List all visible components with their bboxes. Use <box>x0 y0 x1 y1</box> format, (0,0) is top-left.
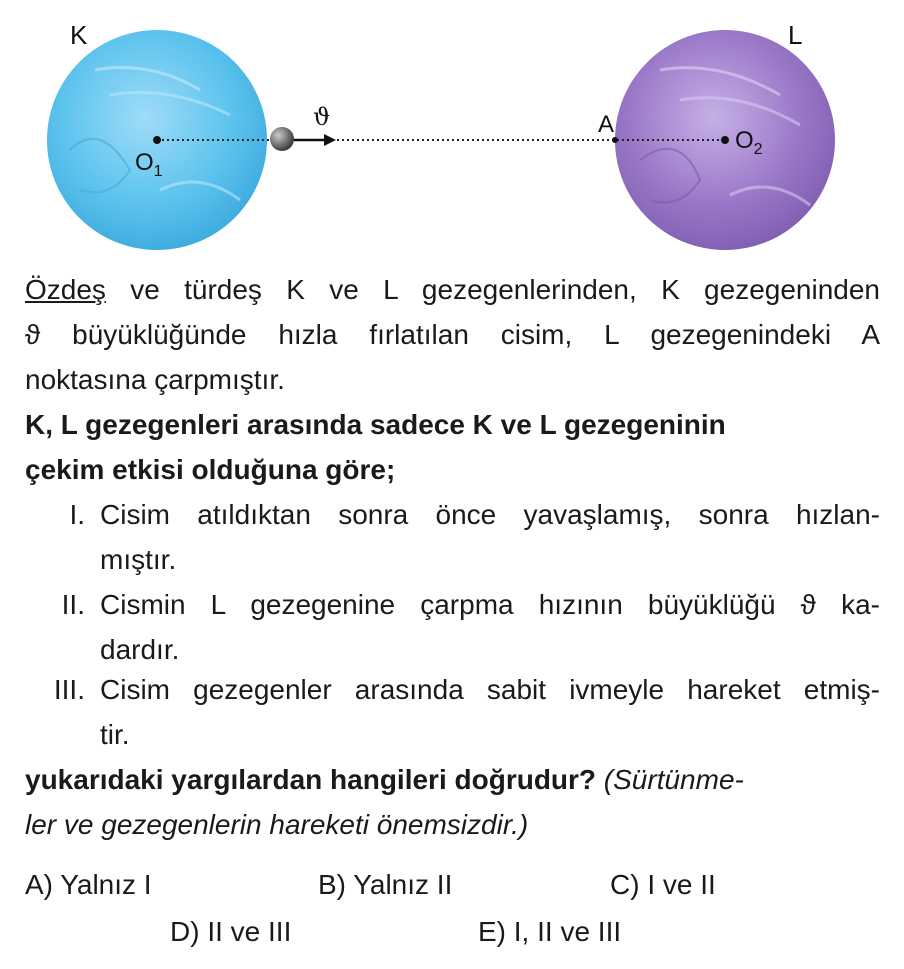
planets-figure <box>0 0 904 265</box>
velocity-arrow-head <box>324 134 336 146</box>
statement-i-number: I. <box>69 499 85 530</box>
closing-question <box>25 760 880 850</box>
label-o1: $O_1$ <box>135 149 163 180</box>
label-velocity: ϑ <box>313 103 331 131</box>
intro-paragraph <box>25 270 880 405</box>
label-k: K <box>70 20 88 50</box>
closing-italic-2: ler ve gezegenlerin hareketi önemsizdir.) <box>25 809 529 840</box>
intro-underlined-word: Özdeş <box>25 274 106 305</box>
option-c[interactable]: C) I ve II <box>610 869 716 900</box>
label-a: A <box>598 111 615 138</box>
center-o1-dot <box>153 136 161 144</box>
question-line-2: çekim etkisi olduğuna göre; <box>25 454 396 485</box>
center-o2-dot <box>721 136 729 144</box>
closing-italic-1: (Sürtünme- <box>596 764 744 795</box>
option-a[interactable]: A) Yalnız I <box>25 869 152 900</box>
closing-line-1 <box>25 760 880 805</box>
statement-i-line-2: mıştır. <box>100 544 177 575</box>
question-line-1: K, L gezegenleri arasında sadece K ve L gezegeninin <box>25 409 726 440</box>
statement-ii-number: II. <box>61 589 85 620</box>
question-stem <box>25 405 880 495</box>
option-e[interactable]: E) I, II ve III <box>478 916 622 947</box>
statement-ii-line-2: dardır. <box>100 634 180 665</box>
label-l: L <box>788 20 803 50</box>
option-d[interactable]: D) II ve III <box>170 916 292 947</box>
statement-iii-line-1: Cisim gezegenler arasında sabit ivmeyle hareket etmiş- <box>100 674 880 705</box>
statement-i-line-1: Cisim atıldıktan sonra önce yavaşlamış, sonra hızlan- <box>100 499 880 530</box>
option-b[interactable]: B) Yalnız II <box>318 869 453 900</box>
intro-line-2: ϑ büyüklüğünde hızla fırlatılan cisim, L gezegenindeki A <box>25 319 880 350</box>
intro-line-1 <box>25 270 880 315</box>
label-o2: $O_2$ <box>735 127 763 158</box>
statement-iii-number: III. <box>53 674 85 705</box>
projectile-ball <box>270 127 294 151</box>
statement-ii-line-1: Cismin L gezegenine çarpma hızının büyüklüğü ϑ ka- <box>100 589 880 620</box>
intro-line-1-rest: ve türdeş K ve L gezegenlerinden, K gezegeninden <box>105 274 880 305</box>
closing-bold: yukarıdaki yargılardan hangileri doğrudur? <box>25 764 597 795</box>
statement-iii-line-2: tir. <box>100 719 130 750</box>
intro-line-3: noktasına çarpmıştır. <box>25 364 285 395</box>
